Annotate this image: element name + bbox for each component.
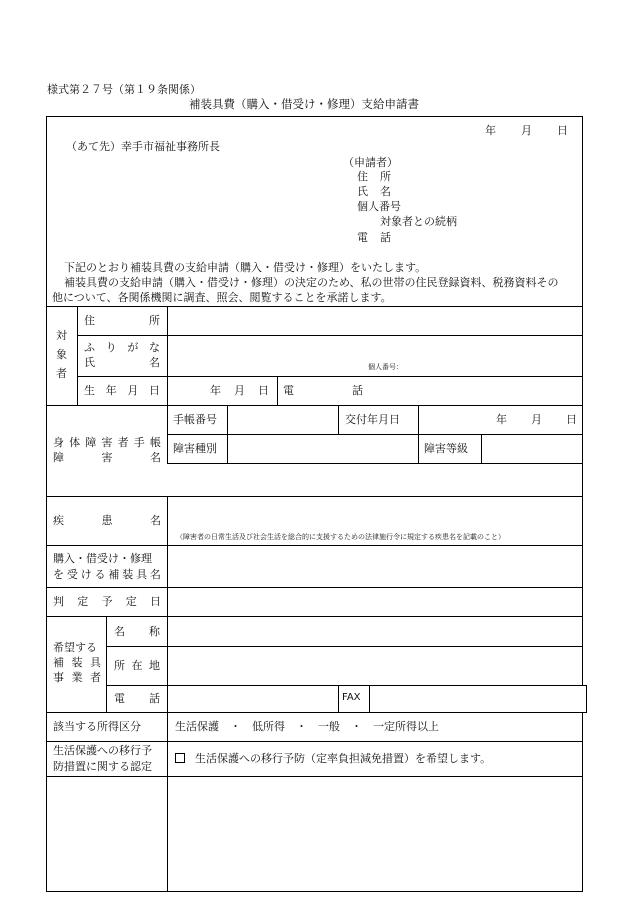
transition-label-1: 生活保護への移行予 <box>53 744 152 757</box>
disease-note: （障害者の日常生活及び社会生活を総合的に支援するための法律施行令に規定する疾患名を記載のこと） <box>176 533 505 541</box>
target-label-1: 対 <box>56 329 67 342</box>
date-day: 日 <box>557 124 568 137</box>
vendor-label-2: 補 装 具 <box>53 656 101 669</box>
vendor-location-label: 所 在 地 <box>114 659 160 672</box>
applicant-relationship-label: 対象者との続柄 <box>380 215 457 228</box>
statement-line-2: 補装具費の支給申請（購入・借受け・修理）の決定のため、私の世帯の住民登録資料、税務資料その <box>64 276 559 289</box>
target-label-2: 象 <box>56 348 67 361</box>
target-label-3: 者 <box>56 367 67 380</box>
target-birth-year: 年 <box>210 384 221 397</box>
target-address-label: 住 所 <box>84 314 160 327</box>
device-name-label-1: 購入・借受け・修理 <box>53 552 152 565</box>
income-options: 生活保護 ・ 低所得 ・ 一般 ・ 一定所得以上 <box>175 720 439 733</box>
disability-type-label: 障害種別 <box>173 442 217 455</box>
transition-option[interactable] <box>175 753 491 764</box>
applicant-heading: （申請者） <box>343 156 398 169</box>
applicant-address-label-2: 所 <box>380 170 391 183</box>
target-birthdate-label: 生 年 月 日 <box>84 384 160 397</box>
applicant-personal-number-label: 個人番号 <box>357 200 401 213</box>
vendor-label-3: 事 業 者 <box>53 671 101 684</box>
applicant-address-label-1: 住 <box>357 170 368 183</box>
applicant-name-label-2: 名 <box>380 185 391 198</box>
issue-date-label: 交付年月日 <box>345 413 400 426</box>
date-year: 年 <box>485 124 496 137</box>
target-name-label: 氏 名 <box>84 356 160 369</box>
vendor-fax-label: FAX <box>342 692 361 703</box>
income-label: 該当する所得区分 <box>53 720 141 733</box>
judgment-date-label: 判 定 予 定 日 <box>53 595 161 608</box>
disability-name-label: 障 害 名 <box>53 451 161 464</box>
applicant-name-label-1: 氏 <box>357 185 368 198</box>
issue-year: 年 <box>496 413 507 426</box>
vendor-name-label: 名 称 <box>114 625 160 638</box>
transition-checkbox-text: 生活保護への移行予防（定率負担減免措置）を希望します。 <box>195 752 492 765</box>
disease-label: 疾 患 名 <box>53 514 161 527</box>
target-birth-month: 月 <box>234 384 245 397</box>
form-title: 補装具費（購入・借受け・修理）支給申請書 <box>189 97 419 111</box>
transition-checkbox[interactable] <box>175 753 185 763</box>
applicant-phone-label-2: 話 <box>380 231 391 244</box>
statement-line-1: 下記のとおり補装具費の支給申請（購入・借受け・修理）をいたします。 <box>64 261 427 274</box>
form-number: 様式第２７号（第１９条関係） <box>47 83 201 96</box>
vendor-label-1: 希望する <box>53 641 97 654</box>
issue-month: 月 <box>531 413 542 426</box>
handbook-number-label: 手帳番号 <box>173 413 217 426</box>
device-name-label-2: を 受 け る 補 装 具 名 <box>53 568 161 581</box>
target-personal-number-label: 個人番号： <box>368 363 403 371</box>
vendor-phone-label: 電 話 <box>114 692 160 705</box>
target-furigana-label: ふ り が な <box>84 341 160 354</box>
target-phone-label: 電 話 <box>283 384 363 397</box>
target-birth-day: 日 <box>258 384 269 397</box>
issue-day: 日 <box>566 413 577 426</box>
disability-grade-label: 障害等級 <box>424 442 468 455</box>
addressee: （あて先）幸手市福祉事務所長 <box>66 140 220 153</box>
statement-line-3: 他について、各関係機関に調査、照会、閲覧することを承諾します。 <box>52 291 392 304</box>
date-month: 月 <box>521 124 532 137</box>
applicant-phone-label-1: 電 <box>357 231 368 244</box>
transition-label-2: 防措置に関する認定 <box>53 760 152 773</box>
disability-handbook-label: 身 体 障 害 者 手 帳 <box>53 436 161 449</box>
